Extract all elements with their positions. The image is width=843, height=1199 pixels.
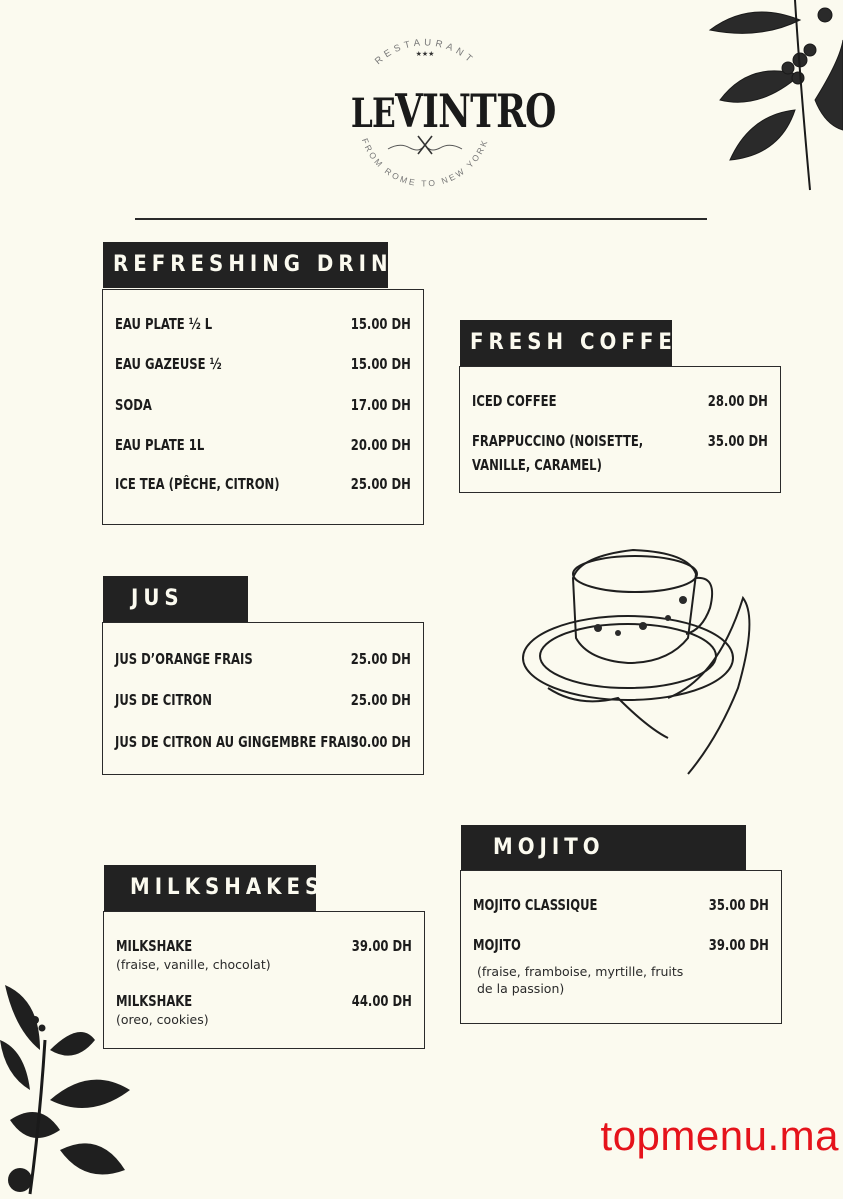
item-price: 25.00 DH [350,475,411,493]
header-divider [135,218,707,220]
item-price: 35.00 DH [708,896,769,914]
jus-box [102,622,424,775]
item-name: MOJITO CLASSIQUE [473,896,598,914]
item-name: FRAPPUCCINO (NOISETTE, VANILLE, CARAMEL) [472,432,644,474]
item-price: 39.00 DH [351,937,412,955]
item-note: (fraise, vanille, chocolat) [116,957,271,972]
logo-bottom-text: FROM ROME TO NEW YORK [359,136,491,189]
item-price: 25.00 DH [350,691,411,709]
refreshing-drinks-box [102,289,424,525]
item-name: SODA [115,396,152,414]
item-price: 25.00 DH [350,650,411,668]
item-price: 15.00 DH [350,315,411,333]
item-note: (fraise, framboise, myrtille, fruits de la passion) [477,964,684,996]
coffee-branch-illustration-top [690,0,843,190]
milkshakes-box [103,911,425,1049]
logo-name-le: LE [350,90,396,137]
fresh-coffee-box [459,366,781,493]
item-name: MOJITO [473,936,521,954]
cutlery-icon [418,136,432,154]
logo-top-text: RESTAURANT [372,37,478,67]
item-name: MILKSHAKE [116,992,193,1010]
item-name: JUS DE CITRON [115,691,213,709]
restaurant-logo [330,22,556,202]
item-price: 39.00 DH [708,936,769,954]
teacup-illustration [518,538,762,778]
item-name: JUS D’ORANGE FRAIS [115,650,253,668]
logo-name-rest: VINTRO [395,84,556,138]
section-title-milkshakes: MILKSHAKES [104,865,316,911]
item-note: (oreo, cookies) [116,1012,209,1027]
logo-wordmark [350,84,556,138]
item-name: ICED COFFEE [472,392,557,410]
section-title-fresh-coffee: FRESH COFFEE [460,320,672,366]
item-name: EAU GAZEUSE ½ [115,355,222,373]
item-price: 30.00 DH [350,733,411,751]
item-price: 28.00 DH [707,392,768,410]
item-name: JUS DE CITRON AU GINGEMBRE FRAIS [115,733,359,751]
item-price: 17.00 DH [350,396,411,414]
section-title-mojito: MOJITO [461,825,746,871]
item-price: 20.00 DH [350,436,411,454]
watermark-text: topmenu.ma [600,1112,839,1159]
item-name: EAU PLATE ½ L [115,315,213,333]
item-name: EAU PLATE 1L [115,436,205,454]
logo-stars: ★★★ [415,51,435,58]
item-name: ICE TEA (PÊCHE, CITRON) [115,475,280,493]
item-price: 44.00 DH [351,992,412,1010]
section-title-jus: JUS [103,576,248,622]
item-price: 35.00 DH [707,432,768,450]
item-price: 15.00 DH [350,355,411,373]
section-title-refreshing-drinks: REFRESHING DRINKS [103,242,388,288]
mojito-box [460,870,782,1024]
item-name: MILKSHAKE [116,937,193,955]
